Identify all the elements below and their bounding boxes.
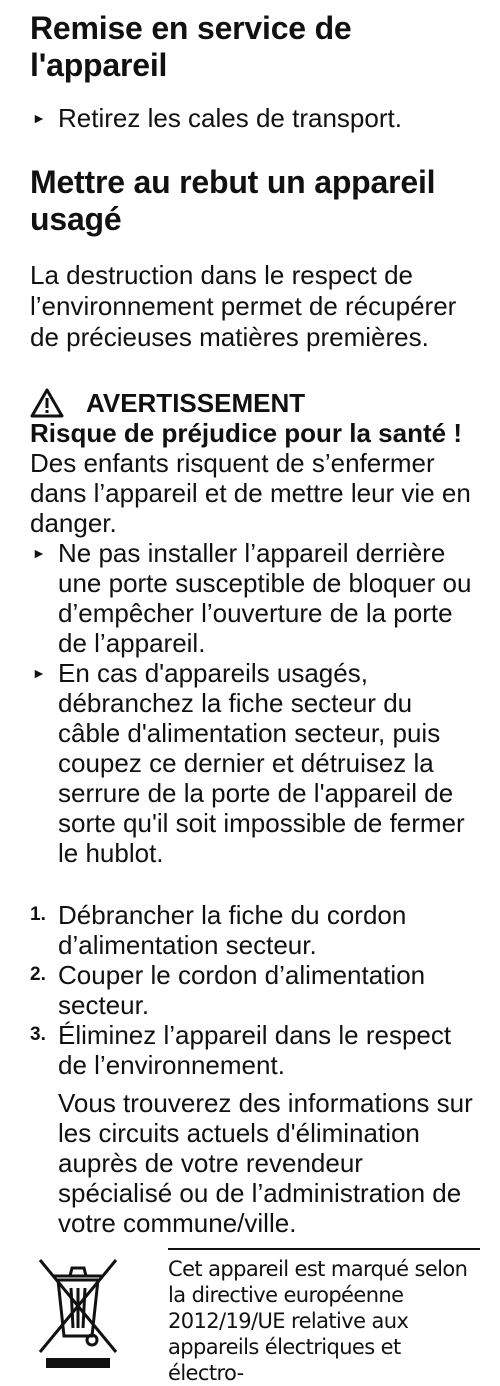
- step-number: 2.: [30, 964, 46, 985]
- bullet-triangle-icon: ►: [32, 545, 46, 561]
- crossed-out-wheelie-bin-icon: [30, 1248, 150, 1386]
- step-number: 1.: [30, 904, 46, 925]
- disposal-steps: [30, 900, 480, 1080]
- bullet-triangle-icon: ►: [32, 110, 46, 126]
- warning-subtitle: Risque de préjudice pour la santé !: [30, 418, 462, 448]
- warning-item-text: En cas d'appareils usagés, débranchez la fiche secteur du câble d'alimentation secteur, puis coupez ce dernier et détruisez la serrure de la porte de l'appareil de sorte qu'il soit impossible de fermer le hublot.: [58, 658, 465, 868]
- step-text: Couper le cordon d’alimentation secteur.: [58, 960, 426, 1020]
- step-text: Débrancher la fiche du cordon d’alimentation secteur.: [58, 900, 407, 960]
- warning-title: AVERTISSEMENT: [86, 388, 306, 418]
- step-item: [30, 900, 480, 960]
- intro-paragraph: La destruction dans le respect de l’environnement permet de récupérer de précieuses matières premières.: [30, 260, 457, 352]
- bullet-text: Retirez les cales de transport.: [58, 103, 402, 133]
- step-number: 3.: [30, 1024, 46, 1045]
- section-heading-reinstall: Remise en service de l'appareil: [30, 10, 352, 83]
- warning-list: [30, 538, 480, 868]
- warning-triangle-icon: [30, 388, 64, 418]
- disposal-note: Vous trouverez des informations sur les circuits actuels d'élimination auprès de votre revendeur spécialisé ou de l’administration de votre commune/ville.: [58, 1088, 473, 1238]
- weee-notice: [30, 1248, 480, 1386]
- list-item: [30, 658, 480, 868]
- step-item: [30, 960, 480, 1020]
- step-text: Éliminez l’appareil dans le respect de l’environnement.: [58, 1020, 452, 1080]
- section-heading-disposal: Mettre au rebut un appareil usagé: [30, 164, 436, 237]
- warning-item-text: Ne pas installer l’appareil derrière une porte susceptible de bloquer ou d’empêcher l’ouverture de la porte de l’appareil.: [58, 538, 472, 658]
- weee-text: Cet appareil est marqué selon la directive européenne 2012/19/UE relative aux appareils électriques et électro-: [168, 1248, 480, 1386]
- list-item: [30, 538, 480, 658]
- warning-header: [30, 388, 480, 418]
- step-item: [30, 1020, 480, 1080]
- bullet-triangle-icon: ►: [32, 665, 46, 681]
- warning-body: Des enfants risquent de s’enfermer dans l’appareil et de mettre leur vie en danger.: [30, 448, 471, 538]
- list-item: [30, 103, 480, 134]
